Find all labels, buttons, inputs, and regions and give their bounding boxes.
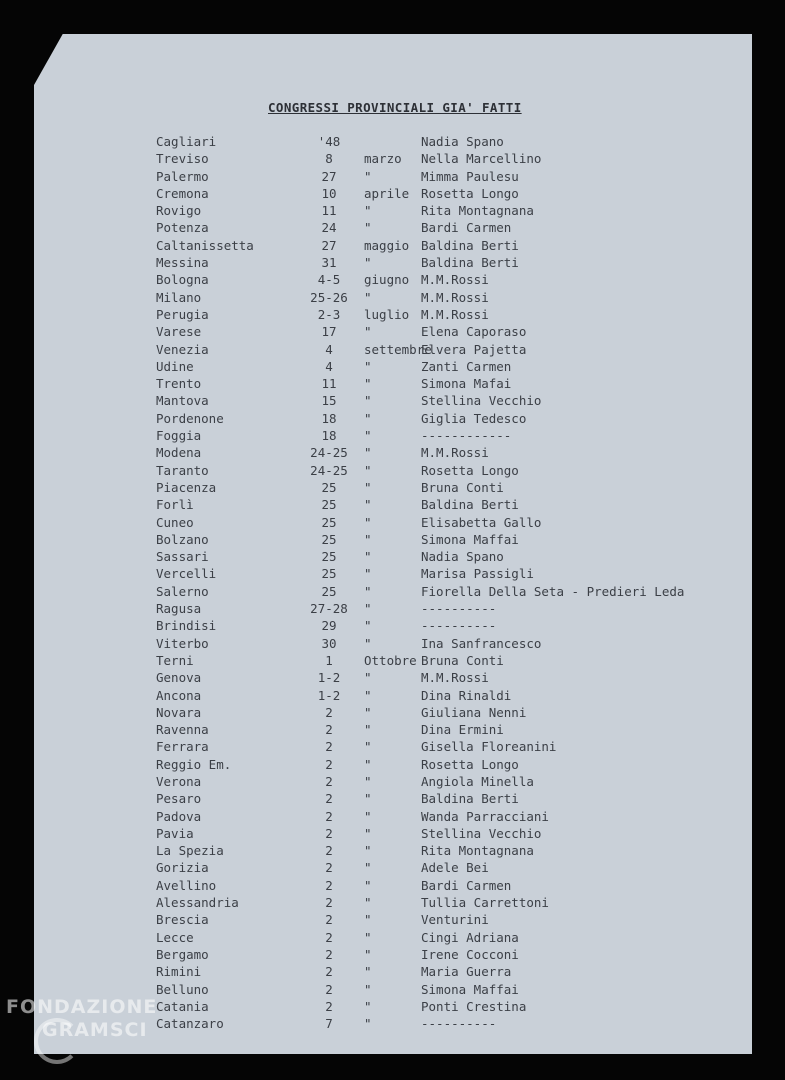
date-cell: 11 bbox=[321, 376, 337, 392]
city-cell: Messina bbox=[156, 255, 209, 271]
city-cell: Lecce bbox=[156, 929, 194, 945]
person-cell: M.M.Rossi bbox=[421, 306, 489, 322]
person-cell: Baldina Berti bbox=[421, 255, 519, 271]
table-row bbox=[0, 618, 785, 635]
month-cell: " bbox=[364, 739, 372, 755]
table-row bbox=[0, 134, 785, 151]
date-cell: 30 bbox=[321, 635, 337, 651]
date-cell: 24-25 bbox=[310, 462, 348, 478]
month-cell: maggio bbox=[364, 237, 410, 253]
table-row bbox=[0, 515, 785, 532]
person-cell: ---------- bbox=[421, 1016, 497, 1032]
city-cell: Varese bbox=[156, 324, 202, 340]
month-cell: " bbox=[364, 843, 372, 859]
city-cell: Bolzano bbox=[156, 531, 209, 547]
city-cell: Sassari bbox=[156, 549, 209, 565]
table-row bbox=[0, 843, 785, 860]
person-cell: Rosetta Longo bbox=[421, 185, 519, 201]
month-cell: " bbox=[364, 549, 372, 565]
city-cell: Ragusa bbox=[156, 601, 202, 617]
table-row bbox=[0, 912, 785, 929]
city-cell: Palermo bbox=[156, 168, 209, 184]
table-row bbox=[0, 307, 785, 324]
person-cell: M.M.Rossi bbox=[421, 272, 489, 288]
city-cell: Terni bbox=[156, 652, 194, 668]
person-cell: Wanda Parracciani bbox=[421, 808, 549, 824]
city-cell: Vercelli bbox=[156, 566, 217, 582]
table-row bbox=[0, 705, 785, 722]
table-row bbox=[0, 393, 785, 410]
city-cell: Venezia bbox=[156, 341, 209, 357]
city-cell: Ferrara bbox=[156, 739, 209, 755]
person-cell: Dina Rinaldi bbox=[421, 687, 512, 703]
city-cell: Gorizia bbox=[156, 860, 209, 876]
month-cell: " bbox=[364, 825, 372, 841]
table-row bbox=[0, 791, 785, 808]
person-cell: Ina Sanfrancesco bbox=[421, 635, 542, 651]
table-row bbox=[0, 272, 785, 289]
person-cell: Stellina Vecchio bbox=[421, 393, 542, 409]
date-cell: 31 bbox=[321, 255, 337, 271]
date-cell: 2 bbox=[325, 843, 333, 859]
month-cell: " bbox=[364, 998, 372, 1014]
month-cell: " bbox=[364, 531, 372, 547]
month-cell: " bbox=[364, 756, 372, 772]
person-cell: Ponti Crestina bbox=[421, 998, 527, 1014]
person-cell: Venturini bbox=[421, 912, 489, 928]
date-cell: 8 bbox=[325, 151, 333, 167]
table-row bbox=[0, 532, 785, 549]
city-cell: Taranto bbox=[156, 462, 209, 478]
date-cell: 24 bbox=[321, 220, 337, 236]
date-cell: 7 bbox=[325, 1016, 333, 1032]
person-cell: Rita Montagnana bbox=[421, 843, 534, 859]
person-cell: Elisabetta Gallo bbox=[421, 514, 542, 530]
person-cell: Irene Cocconi bbox=[421, 946, 519, 962]
city-cell: Trento bbox=[156, 376, 202, 392]
city-cell: Potenza bbox=[156, 220, 209, 236]
table-row bbox=[0, 497, 785, 514]
person-cell: ------------ bbox=[421, 428, 512, 444]
person-cell: Giuliana Nenni bbox=[421, 704, 527, 720]
city-cell: Avellino bbox=[156, 877, 217, 893]
table-row bbox=[0, 739, 785, 756]
person-cell: Baldina Berti bbox=[421, 237, 519, 253]
date-cell: 2 bbox=[325, 877, 333, 893]
city-cell: Catanzaro bbox=[156, 1016, 224, 1032]
document-title: CONGRESSI PROVINCIALI GIA' FATTI bbox=[268, 100, 522, 115]
table-row bbox=[0, 653, 785, 670]
date-cell: 10 bbox=[321, 185, 337, 201]
month-cell: " bbox=[364, 722, 372, 738]
table-row bbox=[0, 255, 785, 272]
table-row bbox=[0, 169, 785, 186]
date-cell: 2 bbox=[325, 860, 333, 876]
month-cell: " bbox=[364, 168, 372, 184]
date-cell: 29 bbox=[321, 618, 337, 634]
watermark-line2: GRAMSCI bbox=[42, 1018, 148, 1041]
table-row bbox=[0, 584, 785, 601]
month-cell: " bbox=[364, 479, 372, 495]
date-cell: 1 bbox=[325, 652, 333, 668]
city-cell: Genova bbox=[156, 670, 202, 686]
person-cell: ---------- bbox=[421, 618, 497, 634]
person-cell: Angiola Minella bbox=[421, 773, 534, 789]
month-cell: " bbox=[364, 704, 372, 720]
month-cell: " bbox=[364, 497, 372, 513]
date-cell: 18 bbox=[321, 410, 337, 426]
city-cell: Treviso bbox=[156, 151, 209, 167]
table-row bbox=[0, 722, 785, 739]
city-cell: Brindisi bbox=[156, 618, 217, 634]
date-cell: 4 bbox=[325, 358, 333, 374]
city-cell: Padova bbox=[156, 808, 202, 824]
city-cell: Caltanissetta bbox=[156, 237, 254, 253]
table-row bbox=[0, 757, 785, 774]
table-row bbox=[0, 964, 785, 981]
date-cell: 4-5 bbox=[317, 272, 341, 288]
city-cell: Salerno bbox=[156, 583, 209, 599]
person-cell: Simona Maffai bbox=[421, 531, 519, 547]
person-cell: Nadia Spano bbox=[421, 549, 504, 565]
watermark-logo bbox=[6, 996, 157, 1042]
city-cell: Reggio Em. bbox=[156, 756, 232, 772]
month-cell: Ottobre bbox=[364, 652, 417, 668]
table-row bbox=[0, 549, 785, 566]
person-cell: M.M.Rossi bbox=[421, 670, 489, 686]
person-cell: Elvera Pajetta bbox=[421, 341, 527, 357]
date-cell: 2 bbox=[325, 998, 333, 1014]
city-cell: Cremona bbox=[156, 185, 209, 201]
city-cell: Alessandria bbox=[156, 895, 239, 911]
month-cell: " bbox=[364, 635, 372, 651]
city-cell: Forlì bbox=[156, 497, 194, 513]
table-row bbox=[0, 324, 785, 341]
date-cell: 2 bbox=[325, 739, 333, 755]
table-row bbox=[0, 342, 785, 359]
person-cell: Simona Mafai bbox=[421, 376, 512, 392]
city-cell: Milano bbox=[156, 289, 202, 305]
city-cell: Ravenna bbox=[156, 722, 209, 738]
date-cell: 17 bbox=[321, 324, 337, 340]
date-cell: 25-26 bbox=[310, 289, 348, 305]
month-cell: " bbox=[364, 670, 372, 686]
date-cell: 2 bbox=[325, 722, 333, 738]
city-cell: Novara bbox=[156, 704, 202, 720]
month-cell: " bbox=[364, 445, 372, 461]
date-cell: 25 bbox=[321, 566, 337, 582]
person-cell: Cingi Adriana bbox=[421, 929, 519, 945]
city-cell: Cagliari bbox=[156, 134, 217, 149]
month-cell: giugno bbox=[364, 272, 410, 288]
table-row bbox=[0, 826, 785, 843]
table-row bbox=[0, 566, 785, 583]
date-cell: 25 bbox=[321, 549, 337, 565]
date-cell: 25 bbox=[321, 583, 337, 599]
month-cell: " bbox=[364, 929, 372, 945]
date-cell: 2 bbox=[325, 791, 333, 807]
city-cell: Bergamo bbox=[156, 946, 209, 962]
city-cell: Foggia bbox=[156, 428, 202, 444]
month-cell: aprile bbox=[364, 185, 410, 201]
month-cell: " bbox=[364, 514, 372, 530]
person-cell: Rosetta Longo bbox=[421, 462, 519, 478]
table-row bbox=[0, 670, 785, 687]
month-cell: " bbox=[364, 393, 372, 409]
month-cell: " bbox=[364, 203, 372, 219]
date-cell: 1-2 bbox=[317, 687, 341, 703]
city-cell: Piacenza bbox=[156, 479, 217, 495]
table-row bbox=[0, 428, 785, 445]
date-cell: 2 bbox=[325, 756, 333, 772]
city-cell: Verona bbox=[156, 773, 202, 789]
city-cell: Brescia bbox=[156, 912, 209, 928]
person-cell: Giglia Tedesco bbox=[421, 410, 527, 426]
month-cell: " bbox=[364, 618, 372, 634]
month-cell: " bbox=[364, 255, 372, 271]
person-cell: M.M.Rossi bbox=[421, 289, 489, 305]
table-row bbox=[0, 636, 785, 653]
person-cell: Rita Montagnana bbox=[421, 203, 534, 219]
table-row bbox=[0, 151, 785, 168]
date-cell: 2 bbox=[325, 825, 333, 841]
city-cell: La Spezia bbox=[156, 843, 224, 859]
date-cell: 27-28 bbox=[310, 601, 348, 617]
city-cell: Udine bbox=[156, 358, 194, 374]
table-row bbox=[0, 480, 785, 497]
month-cell: settembre bbox=[364, 341, 432, 357]
month-cell: " bbox=[364, 428, 372, 444]
date-cell: 27 bbox=[321, 168, 337, 184]
month-cell: " bbox=[364, 601, 372, 617]
city-cell: Rimini bbox=[156, 964, 202, 980]
date-cell: 2 bbox=[325, 981, 333, 997]
date-cell: 24-25 bbox=[310, 445, 348, 461]
city-cell: Catania bbox=[156, 998, 209, 1014]
city-cell: Ancona bbox=[156, 687, 202, 703]
month-cell: " bbox=[364, 964, 372, 980]
table-row bbox=[0, 220, 785, 237]
table-row bbox=[0, 445, 785, 462]
person-cell: Dina Ermini bbox=[421, 722, 504, 738]
table-row bbox=[0, 878, 785, 895]
month-cell: " bbox=[364, 791, 372, 807]
date-cell: 2 bbox=[325, 773, 333, 789]
date-cell: 11 bbox=[321, 203, 337, 219]
date-cell: 2 bbox=[325, 964, 333, 980]
month-cell: " bbox=[364, 860, 372, 876]
month-cell: " bbox=[364, 376, 372, 392]
month-cell: " bbox=[364, 289, 372, 305]
date-cell: 27 bbox=[321, 237, 337, 253]
date-cell: 18 bbox=[321, 428, 337, 444]
date-cell: 2 bbox=[325, 929, 333, 945]
city-cell: Pavia bbox=[156, 825, 194, 841]
month-cell: " bbox=[364, 946, 372, 962]
person-cell: Nella Marcellino bbox=[421, 151, 542, 167]
city-cell: Modena bbox=[156, 445, 202, 461]
person-cell: Bardi Carmen bbox=[421, 220, 512, 236]
date-cell: '48 bbox=[317, 134, 341, 149]
month-cell: " bbox=[364, 358, 372, 374]
city-cell: Bologna bbox=[156, 272, 209, 288]
table-row bbox=[0, 376, 785, 393]
month-cell: " bbox=[364, 981, 372, 997]
table-row bbox=[0, 601, 785, 618]
table-row bbox=[0, 774, 785, 791]
person-cell: Baldina Berti bbox=[421, 497, 519, 513]
month-cell: " bbox=[364, 583, 372, 599]
month-cell: " bbox=[364, 773, 372, 789]
month-cell: " bbox=[364, 895, 372, 911]
month-cell: " bbox=[364, 808, 372, 824]
city-cell: Pesaro bbox=[156, 791, 202, 807]
city-cell: Mantova bbox=[156, 393, 209, 409]
city-cell: Perugia bbox=[156, 306, 209, 322]
month-cell: " bbox=[364, 877, 372, 893]
date-cell: 15 bbox=[321, 393, 337, 409]
city-cell: Rovigo bbox=[156, 203, 202, 219]
month-cell: " bbox=[364, 462, 372, 478]
date-cell: 1-2 bbox=[317, 670, 341, 686]
person-cell: Fiorella Della Seta - Predieri Leda bbox=[421, 583, 685, 599]
person-cell: Bruna Conti bbox=[421, 652, 504, 668]
date-cell: 4 bbox=[325, 341, 333, 357]
month-cell: " bbox=[364, 410, 372, 426]
month-cell: " bbox=[364, 912, 372, 928]
month-cell: " bbox=[364, 566, 372, 582]
table-row bbox=[0, 895, 785, 912]
table-row bbox=[0, 290, 785, 307]
date-cell: 2 bbox=[325, 895, 333, 911]
city-cell: Cuneo bbox=[156, 514, 194, 530]
month-cell: marzo bbox=[364, 151, 402, 167]
date-cell: 2-3 bbox=[317, 306, 341, 322]
congress-list bbox=[0, 134, 785, 1033]
date-cell: 2 bbox=[325, 912, 333, 928]
date-cell: 25 bbox=[321, 514, 337, 530]
table-row bbox=[0, 463, 785, 480]
person-cell: Mimma Paulesu bbox=[421, 168, 519, 184]
person-cell: Gisella Floreanini bbox=[421, 739, 557, 755]
date-cell: 2 bbox=[325, 808, 333, 824]
city-cell: Viterbo bbox=[156, 635, 209, 651]
table-row bbox=[0, 203, 785, 220]
person-cell: Marisa Passigli bbox=[421, 566, 534, 582]
person-cell: ---------- bbox=[421, 601, 497, 617]
table-row bbox=[0, 930, 785, 947]
table-row bbox=[0, 809, 785, 826]
date-cell: 25 bbox=[321, 497, 337, 513]
person-cell: Rosetta Longo bbox=[421, 756, 519, 772]
city-cell: Belluno bbox=[156, 981, 209, 997]
month-cell: " bbox=[364, 220, 372, 236]
person-cell: Bardi Carmen bbox=[421, 877, 512, 893]
person-cell: Maria Guerra bbox=[421, 964, 512, 980]
month-cell: " bbox=[364, 687, 372, 703]
person-cell: Bruna Conti bbox=[421, 479, 504, 495]
date-cell: 25 bbox=[321, 531, 337, 547]
table-row bbox=[0, 359, 785, 376]
date-cell: 25 bbox=[321, 479, 337, 495]
person-cell: Adele Bei bbox=[421, 860, 489, 876]
table-row bbox=[0, 238, 785, 255]
date-cell: 2 bbox=[325, 704, 333, 720]
person-cell: Nadia Spano bbox=[421, 134, 504, 149]
person-cell: M.M.Rossi bbox=[421, 445, 489, 461]
person-cell: Tullia Carrettoni bbox=[421, 895, 549, 911]
watermark-line1: FONDAZIONE bbox=[6, 996, 158, 1018]
table-row bbox=[0, 688, 785, 705]
person-cell: Simona Maffai bbox=[421, 981, 519, 997]
table-row bbox=[0, 860, 785, 877]
person-cell: Elena Caporaso bbox=[421, 324, 527, 340]
person-cell: Baldina Berti bbox=[421, 791, 519, 807]
month-cell: " bbox=[364, 324, 372, 340]
city-cell: Pordenone bbox=[156, 410, 224, 426]
person-cell: Stellina Vecchio bbox=[421, 825, 542, 841]
month-cell: " bbox=[364, 1016, 372, 1032]
table-row bbox=[0, 947, 785, 964]
person-cell: Zanti Carmen bbox=[421, 358, 512, 374]
table-row bbox=[0, 186, 785, 203]
date-cell: 2 bbox=[325, 946, 333, 962]
month-cell: luglio bbox=[364, 306, 410, 322]
table-row bbox=[0, 411, 785, 428]
